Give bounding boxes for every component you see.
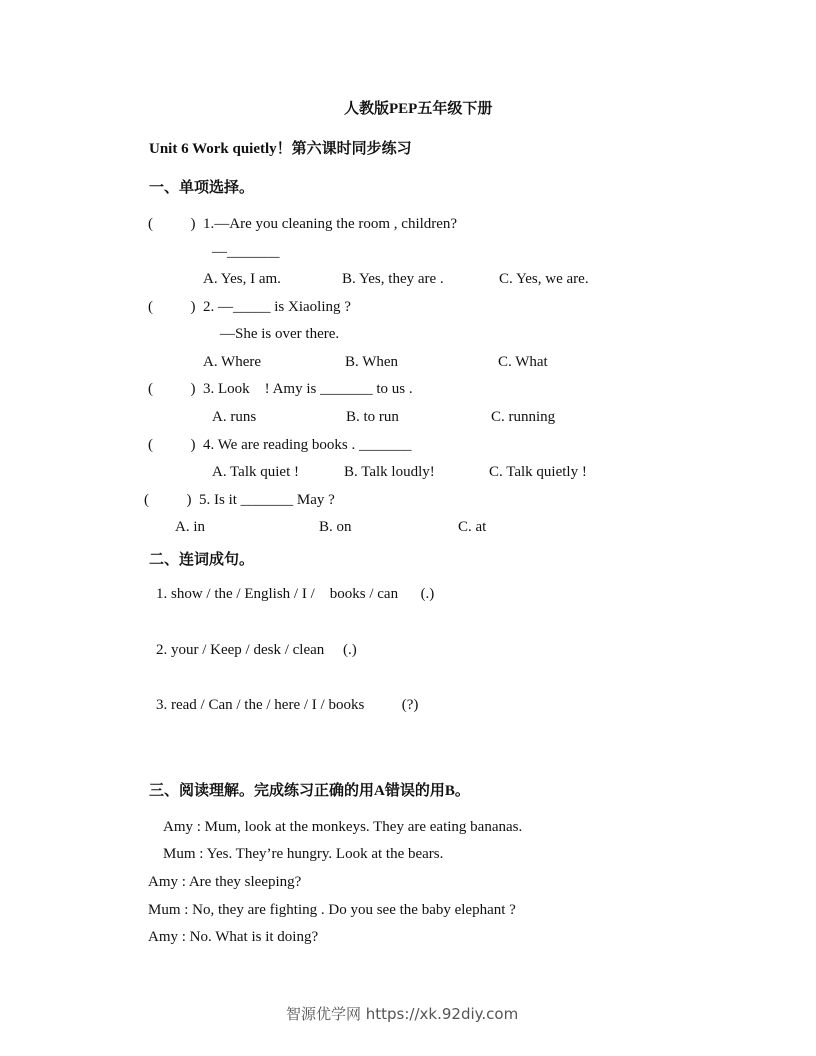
option-c: C. Talk quietly ! — [489, 464, 587, 480]
option-a: A. in — [175, 519, 205, 535]
option-a: A. Where — [203, 354, 262, 370]
option-b: B. to run — [346, 409, 399, 425]
option-a: A. runs — [212, 409, 257, 425]
option-c: C. running — [491, 409, 556, 425]
page-title: 人教版PEP五年级下册 — [344, 101, 493, 117]
answer-paren: ( ) — [148, 381, 196, 397]
answer-line: —She is over there. — [220, 326, 340, 342]
option-b: B. Yes, they are . — [342, 271, 444, 287]
section-heading-word-order: 二、连词成句。 — [149, 552, 255, 568]
option-a: A. Yes, I am. — [203, 271, 281, 287]
option-c: C. What — [498, 354, 548, 370]
dialogue-line: Mum : No, they are fighting . Do you see the baby elephant ? — [148, 902, 516, 918]
word-order-item: 3. read / Can / the / here / I / books (?) — [156, 697, 419, 713]
answer-paren: ( ) — [144, 492, 192, 508]
word-order-item: 1. show / the / English / I / books / can (.) — [156, 586, 435, 602]
dialogue-line: Amy : Are they sleeping? — [148, 874, 302, 890]
dialogue-line: Amy : Mum, look at the monkeys. They are eating bananas. — [163, 819, 523, 835]
section-heading-reading: 三、阅读理解。完成练习正确的用A错误的用B。 — [149, 783, 470, 799]
section-heading-choice: 一、单项选择。 — [149, 180, 255, 196]
answer-line: —_______ — [212, 244, 280, 260]
answer-paren: ( ) — [148, 437, 196, 453]
option-b: B. When — [345, 354, 399, 370]
answer-paren: ( ) — [148, 216, 196, 232]
option-b: B. on — [319, 519, 352, 535]
lesson-subtitle: Unit 6 Work quietly！第六课时同步练习 — [149, 141, 412, 157]
dialogue-line: Amy : No. What is it doing? — [148, 929, 319, 945]
answer-paren: ( ) — [148, 299, 196, 315]
dialogue-line: Mum : Yes. They’re hungry. Look at the bears. — [163, 846, 444, 862]
question-stem: 5. Is it _______ May ? — [199, 492, 335, 508]
option-b: B. Talk loudly! — [344, 464, 435, 480]
question-stem: 1.—Are you cleaning the room , children? — [203, 216, 458, 232]
option-c: C. at — [458, 519, 487, 535]
option-a: A. Talk quiet ! — [212, 464, 299, 480]
question-stem: 3. Look ! Amy is _______ to us . — [203, 381, 413, 397]
question-stem: 2. —_____ is Xiaoling ? — [203, 299, 351, 315]
question-stem: 4. We are reading books . _______ — [203, 437, 412, 453]
option-c: C. Yes, we are. — [499, 271, 589, 287]
word-order-item: 2. your / Keep / desk / clean (.) — [156, 642, 357, 658]
footer-watermark: 智源优学网 https://xk.92diy.com — [286, 1005, 519, 1023]
